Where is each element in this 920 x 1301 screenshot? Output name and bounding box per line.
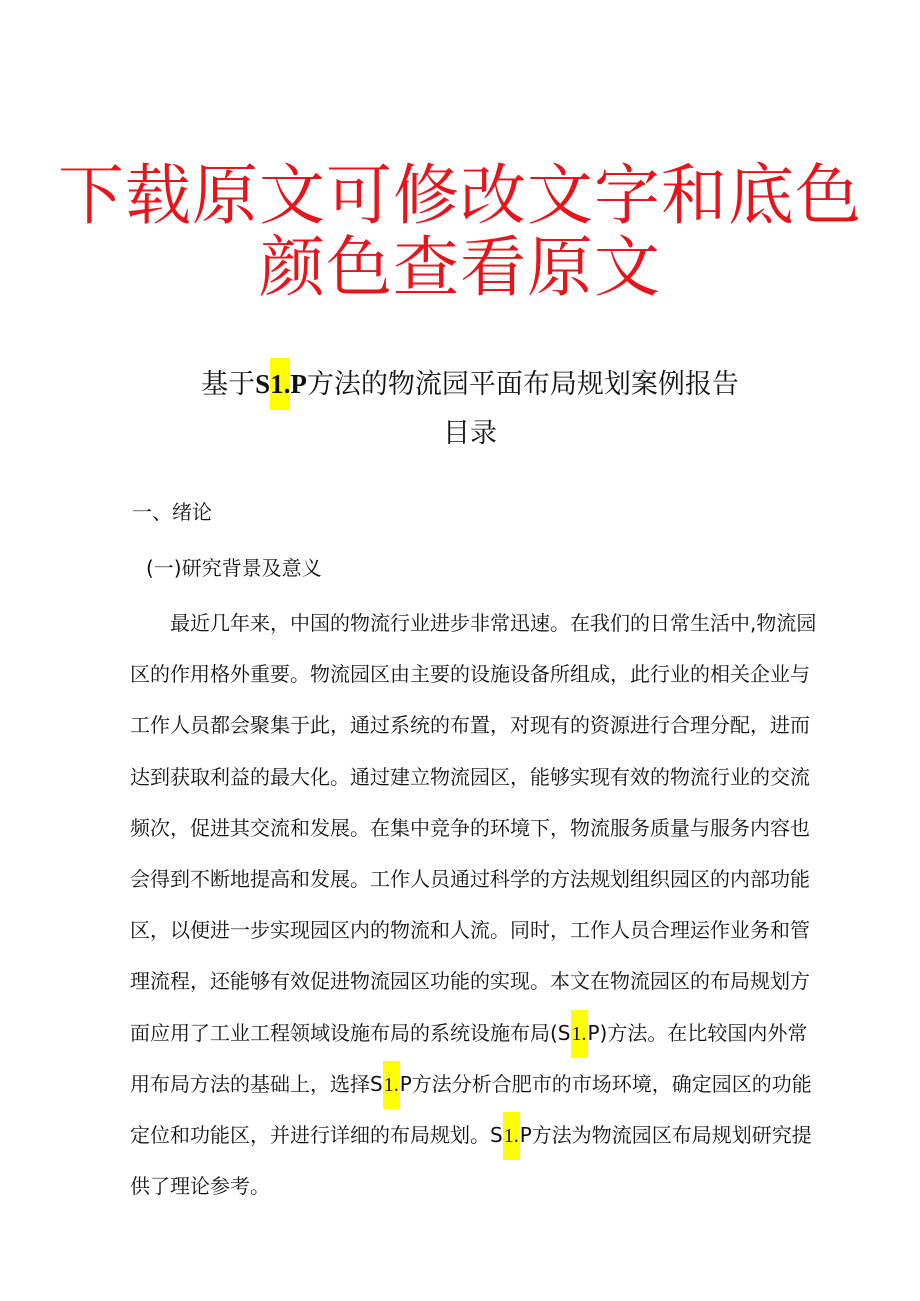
paragraph-line: 最近几年来，中国的物流行业进步非常迅速。在我们的日常生活中,物流园 bbox=[170, 611, 817, 635]
download-banner bbox=[50, 157, 870, 306]
paragraph-line: 工作人员都会聚集于此，通过系统的布置，对现有的资源进行合理分配，进而 bbox=[130, 713, 810, 738]
title-prefix: 基于 bbox=[201, 369, 256, 400]
body-paragraph bbox=[130, 598, 820, 1212]
line-text: 用布局方法的基础上，选择S bbox=[130, 1071, 383, 1096]
paragraph-line: 会得到不断地提高和发展。工作人员通过科学的方法规划组织园区的内部功能 bbox=[130, 866, 810, 891]
line-text: P)方法。在比较国内外常 bbox=[587, 1020, 808, 1045]
highlight-mark: 1. bbox=[503, 1112, 520, 1160]
section-heading: 一、绪论 bbox=[132, 500, 212, 524]
title-highlight: 1. bbox=[270, 358, 290, 410]
title-p: P bbox=[290, 369, 307, 399]
line-text: 定位和功能区，并进行详细的布局规划。S bbox=[130, 1122, 503, 1147]
paragraph-line bbox=[130, 1110, 820, 1161]
paragraph-line: 达到获取利益的最大化。通过建立物流园区，能够实现有效的物流行业的交流 bbox=[130, 764, 810, 789]
paragraph-line: 供了理论参考。 bbox=[130, 1174, 270, 1199]
paragraph-line: 区，以便进一步实现园区内的物流和人流。同时，工作人员合理运作业务和管 bbox=[130, 918, 810, 943]
toc-heading: 目录 bbox=[443, 418, 497, 449]
paragraph-line: 理流程，还能够有效促进物流园区功能的实现。本文在物流园区的布局规划方 bbox=[130, 969, 810, 994]
line-text: P方法为物流园区布局规划研究提 bbox=[519, 1122, 812, 1147]
highlight-mark: 1. bbox=[571, 1010, 588, 1058]
title-suffix: 方法的物流园平面布局规划案例报告 bbox=[306, 369, 739, 400]
banner-line-1: 下载原文可修改文字和底色 bbox=[58, 157, 862, 234]
paragraph-line bbox=[130, 1008, 820, 1059]
line-text: 面应用了工业工程领域设施布局的系统设施布局(S bbox=[130, 1020, 571, 1045]
highlight-mark: 1. bbox=[383, 1061, 400, 1109]
title-s: S bbox=[255, 369, 271, 399]
banner-line-2: 颜色查看原文 bbox=[259, 229, 661, 306]
line-text: P方法分析合肥市的市场环境，确定园区的功能 bbox=[399, 1071, 812, 1096]
subsection-heading: (一)研究背景及意义 bbox=[146, 556, 322, 580]
paragraph-line bbox=[130, 1059, 820, 1110]
document-title bbox=[0, 358, 920, 410]
paragraph-line: 区的作用格外重要。物流园区由主要的设施设备所组成，此行业的相关企业与 bbox=[130, 662, 810, 687]
paragraph-line: 频次，促进其交流和发展。在集中竞争的环境下，物流服务质量与服务内容也 bbox=[130, 815, 810, 840]
